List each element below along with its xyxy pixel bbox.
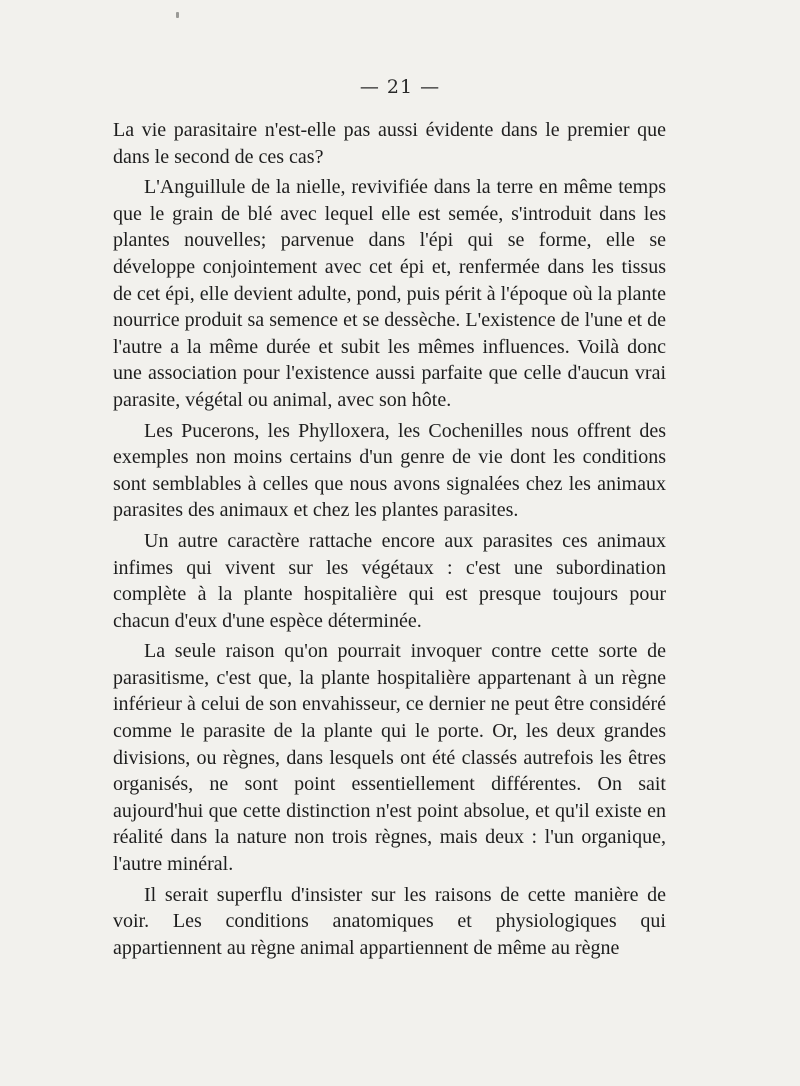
paragraph-2: L'Anguillule de la nielle, revivifiée dans la terre en même temps que le grain de blé avec lequel elle est semée, s'introduit dans les plantes nouvelles; parvenue dans l'épi qui se forme, elle se développe conjointement avec cet épi et, renfermée dans les tissus de cet épi, elle devient adulte, pond, puis périt à l'époque où la plante nourrice produit sa semence et se dessèche. L'existence de l'une et de l'autre a la même durée et subit les mêmes influences. Voilà donc une association pour l'existence aussi parfaite que celle d'aucun vrai parasite, végétal ou animal, avec son hôte. xyxy=(113,176,666,411)
paragraph-3: Les Pucerons, les Phylloxera, les Cochenilles nous offrent des exemples non moins certains d'un genre de vie dont les conditions sont semblables à celles que nous avons signalées chez les animaux parasites des animaux et chez les plantes parasites. xyxy=(113,419,666,522)
page-number: — 21 — xyxy=(359,76,441,98)
body-text xyxy=(113,117,666,965)
paragraph-5: La seule raison qu'on pourrait invoquer contre cette sorte de parasitisme, c'est que, la plante hospitalière appartenant à un règne inférieur à celui de son envahisseur, ce dernier ne peut être considéré comme le parasite de la plante qui le porte. Or, les deux grandes divisions, ou règnes, dans lesquels ont été classés autrefois les êtres organisés, ne sont point essentiellement différentes. On sait aujourd'hui que cette distinction n'est point absolue, et qu'il existe en réalité dans la nature non trois règnes, mais deux : l'un organique, l'autre minéral. xyxy=(113,640,666,876)
paragraph-1: La vie parasitaire n'est-elle pas aussi évidente dans le premier que dans le second de ces cas? xyxy=(113,119,666,168)
paragraph-6: Il serait superflu d'insister sur les raisons de cette manière de voir. Les conditions anatomiques et physiologiques qui appartiennent au règne animal appartiennent de même au règne xyxy=(113,883,666,959)
paragraph-4: Un autre caractère rattache encore aux parasites ces animaux infimes qui vivent sur les végétaux : c'est une subordination complète à la plante hospitalière qui est presque toujours pour chacun d'eux d'une espèce déterminée. xyxy=(113,529,666,632)
ink-mark xyxy=(176,12,179,18)
